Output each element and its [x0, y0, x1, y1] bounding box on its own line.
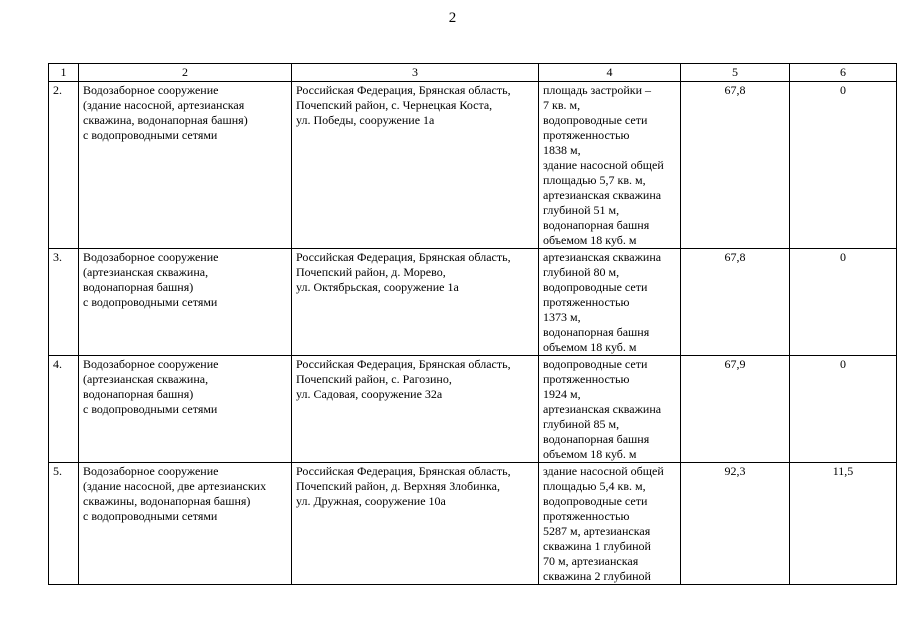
row-number: 2. [49, 82, 79, 249]
object-details-line: 7 кв. м, [543, 98, 581, 112]
object-name-line: (артезианская скважина, [83, 265, 209, 279]
header-cell: 1 [49, 64, 79, 82]
object-name-line: (здание насосной, артезианская [83, 98, 245, 112]
object-name-line: (артезианская скважина, [83, 372, 209, 386]
table-row [49, 356, 897, 463]
table-row [49, 82, 897, 249]
object-details-line: здание насосной общей [543, 158, 664, 172]
object-details-line: площадью 5,4 кв. м, [543, 479, 646, 493]
object-details-line: глубиной 51 м, [543, 203, 620, 217]
value-col6: 0 [790, 82, 897, 249]
object-details-line: протяженностью [543, 128, 630, 142]
object-name-line: Водозаборное сооружение [83, 83, 219, 97]
object-name-line: с водопроводными сетями [83, 509, 218, 523]
object-name-line: с водопроводными сетями [83, 402, 218, 416]
object-name-line: водонапорная башня) [83, 280, 194, 294]
value-col6: 0 [790, 356, 897, 463]
object-details-line: водонапорная башня [543, 325, 650, 339]
object-details-line: артезианская скважина [543, 188, 662, 202]
object-details-line: площадью 5,7 кв. м, [543, 173, 646, 187]
header-cell: 6 [790, 64, 897, 82]
object-address-line: Российская Федерация, Брянская область, [296, 250, 511, 264]
object-address-line: ул. Садовая, сооружение 32а [296, 387, 443, 401]
object-name [79, 463, 292, 585]
object-name-line: (здание насосной, две артезианских [83, 479, 267, 493]
table-row [49, 249, 897, 356]
object-name [79, 249, 292, 356]
header-cell: 3 [292, 64, 539, 82]
object-address [292, 82, 539, 249]
object-address-line: Российская Федерация, Брянская область, [296, 357, 511, 371]
object-name-line: Водозаборное сооружение [83, 357, 219, 371]
object-details [539, 249, 681, 356]
object-details-line: водонапорная башня [543, 218, 650, 232]
header-row [49, 64, 897, 82]
object-name-line: скважины, водонапорная башня) [83, 494, 251, 508]
object-address-line: Российская Федерация, Брянская область, [296, 464, 511, 478]
row-number: 3. [49, 249, 79, 356]
object-details-line: здание насосной общей [543, 464, 664, 478]
object-name-line: Водозаборное сооружение [83, 250, 219, 264]
object-address-line: Почепский район, д. Морево, [296, 265, 446, 279]
object-details-line: 1924 м, [543, 387, 581, 401]
object-address-line: Российская Федерация, Брянская область, [296, 83, 511, 97]
object-details-line: скважина 1 глубиной [543, 539, 651, 553]
value-col5: 92,3 [681, 463, 790, 585]
object-details [539, 463, 681, 585]
object-name-line: водонапорная башня) [83, 387, 194, 401]
object-details-line: водонапорная башня [543, 432, 650, 446]
object-address [292, 249, 539, 356]
value-col5: 67,8 [681, 249, 790, 356]
value-col5: 67,8 [681, 82, 790, 249]
object-details-line: 1373 м, [543, 310, 581, 324]
object-details-line: объемом 18 куб. м [543, 233, 637, 247]
value-col6: 0 [790, 249, 897, 356]
object-details-line: артезианская скважина [543, 402, 662, 416]
object-details-line: 70 м, артезианская [543, 554, 639, 568]
object-details-line: протяженностью [543, 372, 630, 386]
object-details-line: площадь застройки – [543, 83, 652, 97]
object-address-line: ул. Победы, сооружение 1а [296, 113, 435, 127]
object-details-line: объемом 18 куб. м [543, 340, 637, 354]
object-details-line: водопроводные сети [543, 113, 648, 127]
object-details-line: водопроводные сети [543, 280, 648, 294]
header-cell: 5 [681, 64, 790, 82]
object-address-line: ул. Дружная, сооружение 10а [296, 494, 446, 508]
object-name [79, 356, 292, 463]
row-number: 5. [49, 463, 79, 585]
object-details-line: водопроводные сети [543, 494, 648, 508]
registry-table [48, 63, 897, 585]
object-name [79, 82, 292, 249]
object-details-line: протяженностью [543, 509, 630, 523]
page-number: 2 [448, 10, 457, 26]
object-address-line: Почепский район, с. Рагозино, [296, 372, 452, 386]
object-details-line: скважина 2 глубиной [543, 569, 651, 583]
object-details-line: глубиной 80 м, [543, 265, 620, 279]
value-col5: 67,9 [681, 356, 790, 463]
object-details-line: глубиной 85 м, [543, 417, 620, 431]
row-number: 4. [49, 356, 79, 463]
object-details-line: артезианская скважина [543, 250, 662, 264]
object-address [292, 356, 539, 463]
object-name-line: с водопроводными сетями [83, 128, 218, 142]
object-details-line: объемом 18 куб. м [543, 447, 637, 461]
object-details-line: водопроводные сети [543, 357, 648, 371]
object-details [539, 356, 681, 463]
object-details-line: 5287 м, артезианская [543, 524, 651, 538]
object-address-line: Почепский район, с. Чернецкая Коста, [296, 98, 493, 112]
object-details-line: протяженностью [543, 295, 630, 309]
object-address [292, 463, 539, 585]
value-col6: 11,5 [790, 463, 897, 585]
object-name-line: скважина, водонапорная башня) [83, 113, 248, 127]
header-cell: 4 [539, 64, 681, 82]
object-name-line: с водопроводными сетями [83, 295, 218, 309]
object-name-line: Водозаборное сооружение [83, 464, 219, 478]
object-address-line: Почепский район, д. Верхняя Злобинка, [296, 479, 500, 493]
object-address-line: ул. Октябрьская, сооружение 1а [296, 280, 459, 294]
object-details [539, 82, 681, 249]
header-cell: 2 [79, 64, 292, 82]
table-row [49, 463, 897, 585]
object-details-line: 1838 м, [543, 143, 581, 157]
